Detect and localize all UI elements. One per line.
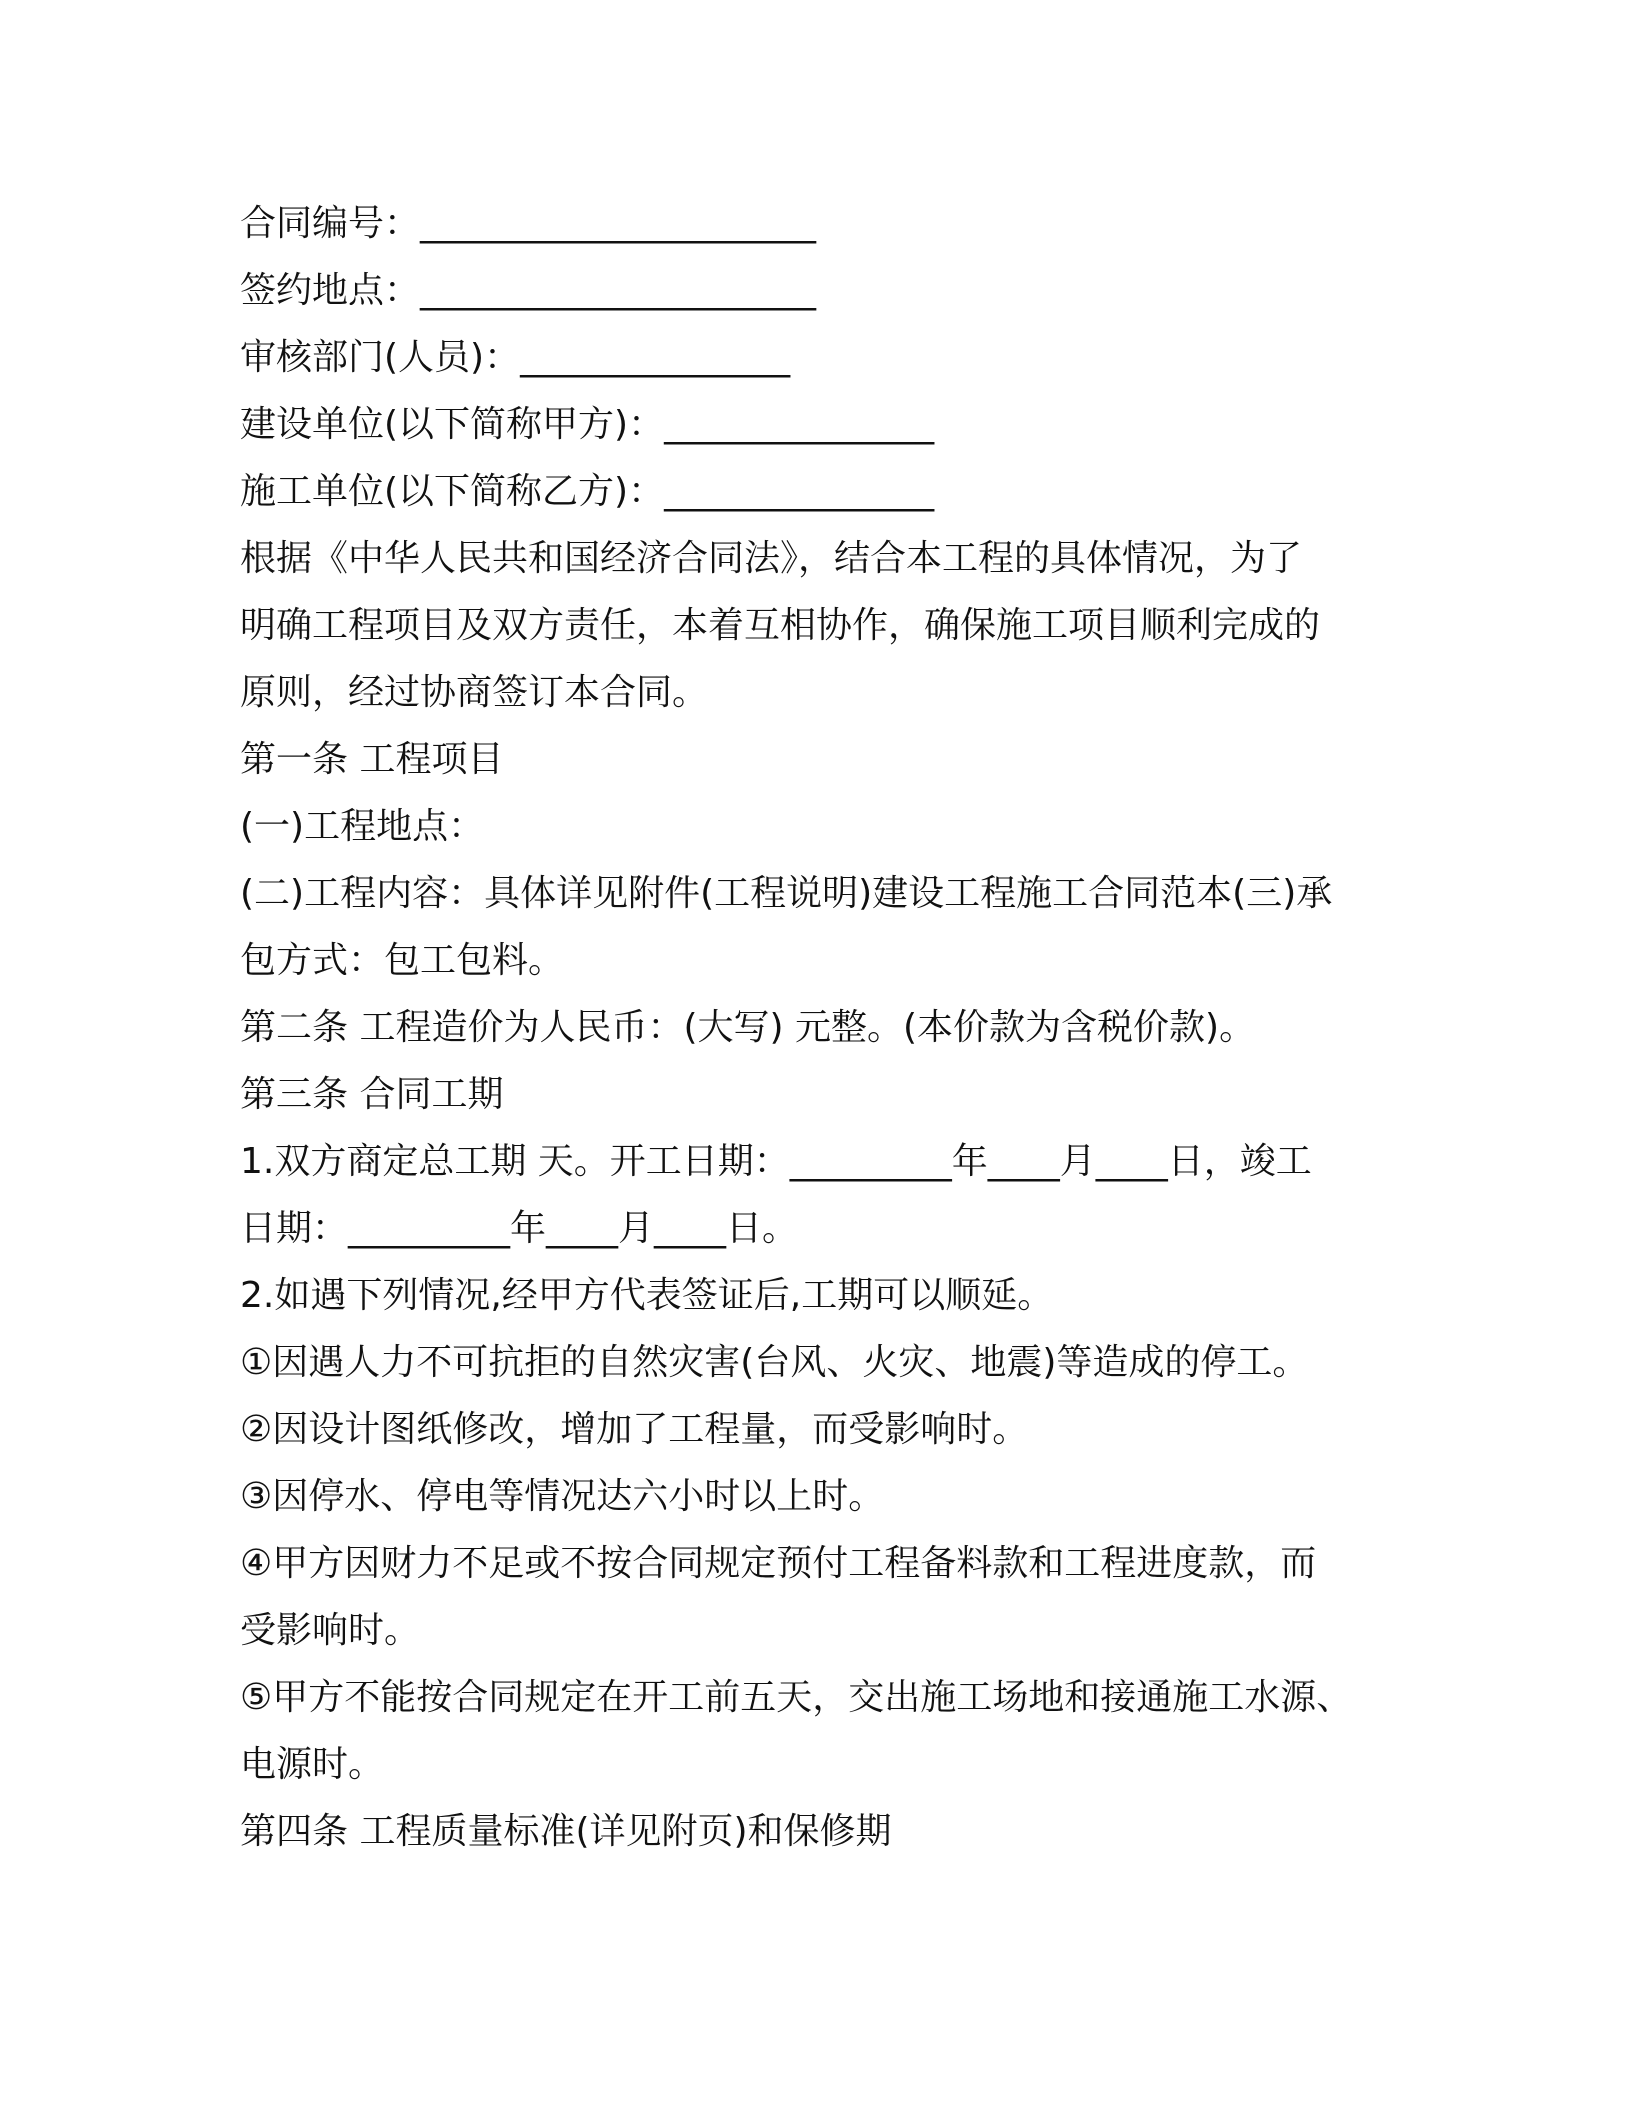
preamble-line-1: 根据《中华人民共和国经济合同法》，结合本工程的具体情况，为了 <box>240 538 1303 579</box>
article-2-text: 第二条 工程造价为人民币：(大写) 元整。(本价款为含税价款)。 <box>240 1007 1256 1048</box>
article-3-case-3: ③因停水、停电等情况达六小时以上时。 <box>240 1476 885 1517</box>
party-b-field: 施工单位(以下简称乙方)：_______________ <box>240 471 935 512</box>
contract-number-field: 合同编号：______________________ <box>240 203 817 244</box>
article-3-case-1: ①因遇人力不可抗拒的自然灾害(台风、火灾、地震)等造成的停工。 <box>240 1342 1309 1383</box>
article-3-case-2: ②因设计图纸修改，增加了工程量，而受影响时。 <box>240 1409 1029 1450</box>
article-3-case-4-line-2: 受影响时。 <box>240 1610 421 1651</box>
document-body <box>240 190 1380 1865</box>
article-4-title: 第四条 工程质量标准(详见附页)和保修期 <box>240 1811 892 1852</box>
article-1-item-1: (一)工程地点： <box>240 806 485 847</box>
article-3-title: 第三条 合同工期 <box>240 1074 504 1115</box>
article-3-clause-1-line-1: 1.双方商定总工期 天。开工日期：_________年____月____日，竣工 <box>240 1141 1312 1182</box>
article-3-case-5-line-2: 电源时。 <box>240 1744 385 1785</box>
article-3-clause-1-line-2: 日期：_________年____月____日。 <box>240 1208 799 1249</box>
article-3-case-4-line-1: ④甲方因财力不足或不按合同规定预付工程备料款和工程进度款，而 <box>240 1543 1317 1584</box>
signing-place-field: 签约地点：______________________ <box>240 270 817 311</box>
article-1-item-2-line-1: (二)工程内容：具体详见附件(工程说明)建设工程施工合同范本(三)承 <box>240 873 1333 914</box>
article-1-item-2-line-2: 包方式：包工包料。 <box>240 940 565 981</box>
article-3-clause-2: 2.如遇下列情况,经甲方代表签证后,工期可以顺延。 <box>240 1275 1054 1316</box>
article-3-case-5-line-1: ⑤甲方不能按合同规定在开工前五天，交出施工场地和接通施工水源、 <box>240 1677 1353 1718</box>
preamble-line-3: 原则，经过协商签订本合同。 <box>240 672 709 713</box>
preamble-line-2: 明确工程项目及双方责任，本着互相协作，确保施工项目顺利完成的 <box>240 605 1321 646</box>
article-1-title: 第一条 工程项目 <box>240 739 504 780</box>
party-a-field: 建设单位(以下简称甲方)：_______________ <box>240 404 935 445</box>
review-department-field: 审核部门(人员)：_______________ <box>240 337 791 378</box>
